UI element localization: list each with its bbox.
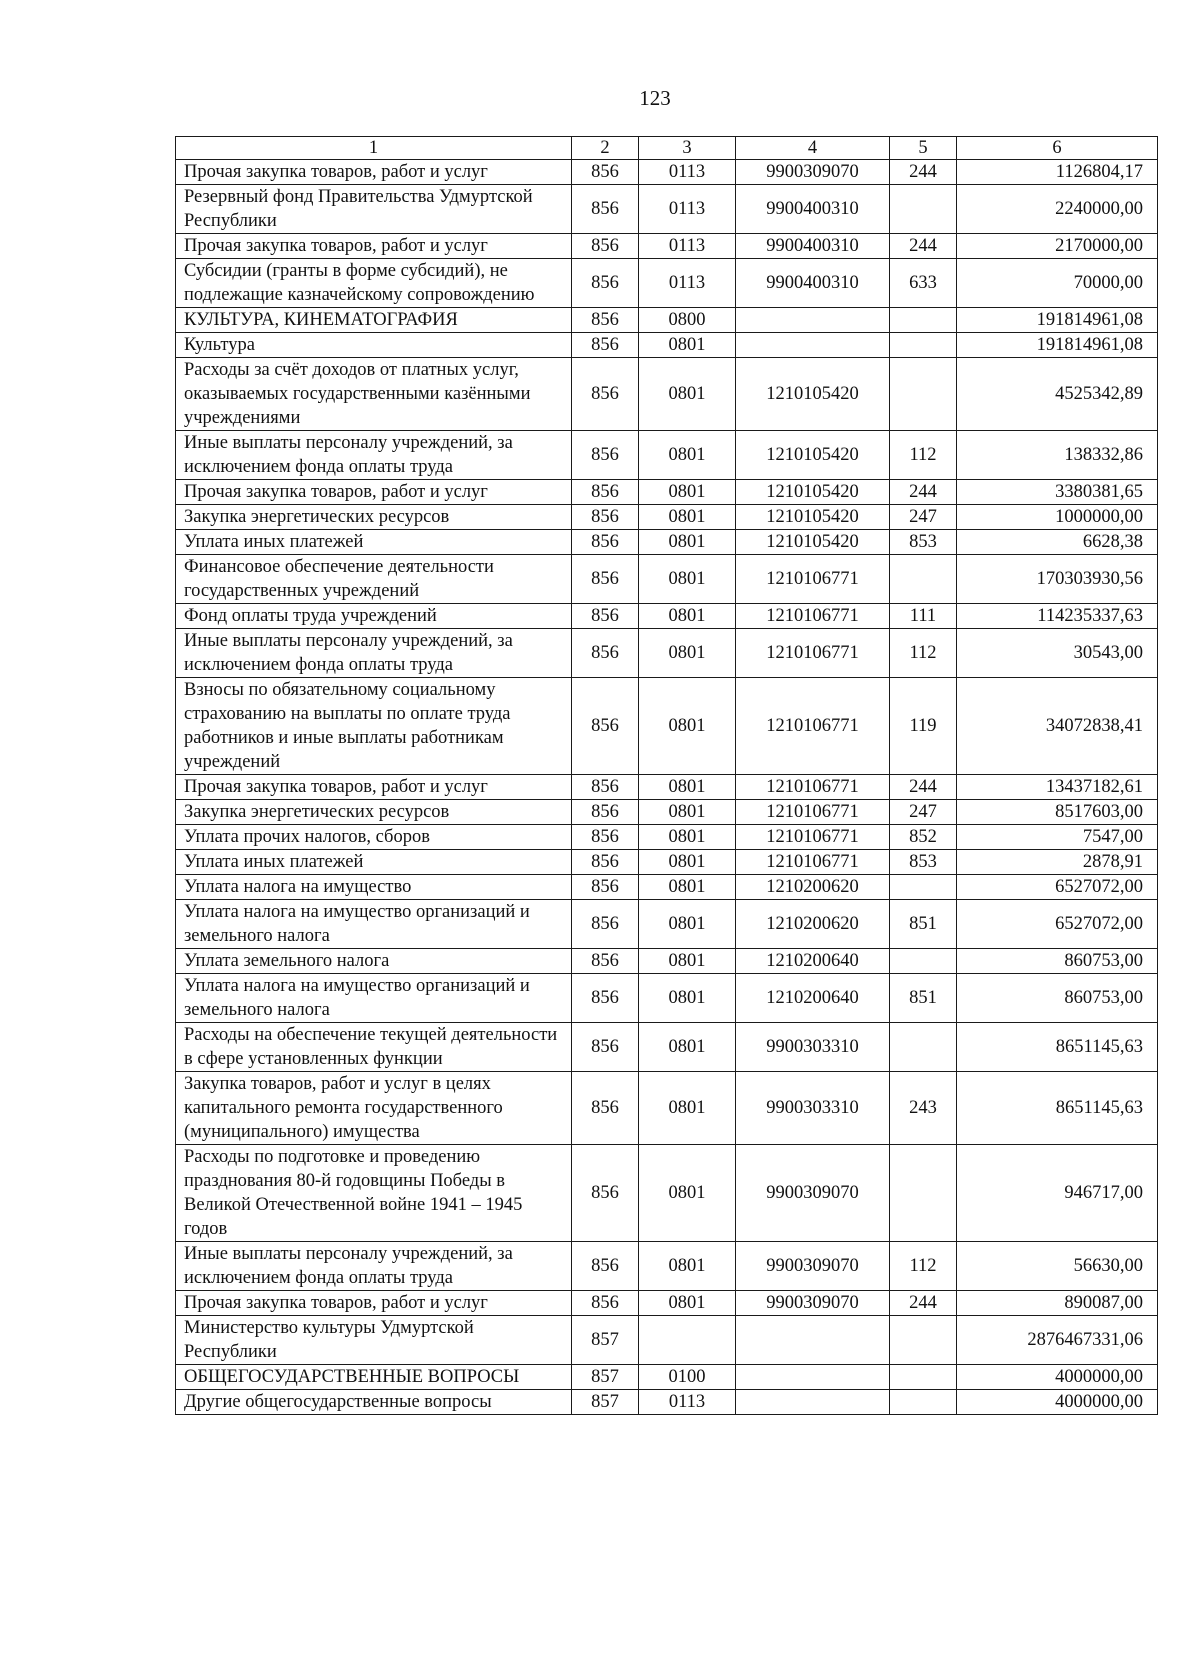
section-code-cell: 0801 — [639, 900, 736, 949]
table-row — [176, 1316, 1158, 1365]
table-row — [176, 850, 1158, 875]
table-row — [176, 1145, 1158, 1242]
expense-type-cell: 244 — [890, 480, 957, 505]
amount-cell: 946717,00 — [957, 1145, 1158, 1242]
table-row — [176, 431, 1158, 480]
expense-type-cell: 247 — [890, 800, 957, 825]
section-code-cell: 0801 — [639, 431, 736, 480]
target-article-cell: 9900309070 — [736, 1242, 890, 1291]
table-row — [176, 185, 1158, 234]
target-article-cell: 9900303310 — [736, 1072, 890, 1145]
grbs-code-cell: 856 — [572, 800, 639, 825]
section-code-cell: 0801 — [639, 775, 736, 800]
expense-type-cell — [890, 308, 957, 333]
grbs-code-cell: 856 — [572, 949, 639, 974]
expense-type-cell — [890, 1316, 957, 1365]
column-header: 6 — [957, 137, 1158, 160]
table-row — [176, 530, 1158, 555]
amount-cell: 1126804,17 — [957, 160, 1158, 185]
target-article-cell: 9900400310 — [736, 234, 890, 259]
expense-type-cell: 851 — [890, 974, 957, 1023]
expense-name-cell: Закупка энергетических ресурсов — [176, 505, 572, 530]
expense-type-cell: 112 — [890, 1242, 957, 1291]
target-article-cell: 9900400310 — [736, 185, 890, 234]
grbs-code-cell: 856 — [572, 974, 639, 1023]
expense-name-cell: Прочая закупка товаров, работ и услуг — [176, 1291, 572, 1316]
column-header: 2 — [572, 137, 639, 160]
section-code-cell: 0801 — [639, 800, 736, 825]
grbs-code-cell: 856 — [572, 1242, 639, 1291]
grbs-code-cell: 856 — [572, 1023, 639, 1072]
expense-name-cell: Другие общегосударственные вопросы — [176, 1390, 572, 1415]
column-header: 1 — [176, 137, 572, 160]
amount-cell: 170303930,56 — [957, 555, 1158, 604]
grbs-code-cell: 856 — [572, 629, 639, 678]
table-row — [176, 775, 1158, 800]
grbs-code-cell: 856 — [572, 825, 639, 850]
section-code-cell: 0801 — [639, 333, 736, 358]
target-article-cell: 1210105420 — [736, 358, 890, 431]
target-article-cell: 1210106771 — [736, 678, 890, 775]
expense-type-cell: 244 — [890, 160, 957, 185]
expense-type-cell: 244 — [890, 1291, 957, 1316]
amount-cell: 4000000,00 — [957, 1390, 1158, 1415]
amount-cell: 6527072,00 — [957, 900, 1158, 949]
target-article-cell — [736, 1390, 890, 1415]
target-article-cell: 1210105420 — [736, 431, 890, 480]
target-article-cell: 1210106771 — [736, 775, 890, 800]
expense-name-cell: Закупка товаров, работ и услуг в целях капитального ремонта государственного (муниципального) имущества — [176, 1072, 572, 1145]
amount-cell: 114235337,63 — [957, 604, 1158, 629]
target-article-cell: 1210200640 — [736, 949, 890, 974]
expense-type-cell: 111 — [890, 604, 957, 629]
expense-name-cell: Уплата земельного налога — [176, 949, 572, 974]
amount-cell: 2240000,00 — [957, 185, 1158, 234]
table-row — [176, 1242, 1158, 1291]
expense-name-cell: Культура — [176, 333, 572, 358]
amount-cell: 2876467331,06 — [957, 1316, 1158, 1365]
grbs-code-cell: 857 — [572, 1365, 639, 1390]
expense-type-cell — [890, 185, 957, 234]
section-code-cell: 0801 — [639, 358, 736, 431]
table-row — [176, 1365, 1158, 1390]
section-code-cell: 0113 — [639, 185, 736, 234]
expense-type-cell: 851 — [890, 900, 957, 949]
section-code-cell: 0801 — [639, 505, 736, 530]
table-row — [176, 1072, 1158, 1145]
amount-cell: 138332,86 — [957, 431, 1158, 480]
amount-cell: 13437182,61 — [957, 775, 1158, 800]
grbs-code-cell: 856 — [572, 505, 639, 530]
grbs-code-cell: 856 — [572, 259, 639, 308]
expense-name-cell: Резервный фонд Правительства Удмуртской Республики — [176, 185, 572, 234]
table-row — [176, 480, 1158, 505]
amount-cell: 2170000,00 — [957, 234, 1158, 259]
target-article-cell: 9900303310 — [736, 1023, 890, 1072]
budget-table — [175, 136, 1158, 1415]
expense-type-cell — [890, 333, 957, 358]
amount-cell: 191814961,08 — [957, 308, 1158, 333]
table-row — [176, 1390, 1158, 1415]
expense-name-cell: Уплата налога на имущество организаций и земельного налога — [176, 900, 572, 949]
target-article-cell: 1210106771 — [736, 555, 890, 604]
grbs-code-cell: 856 — [572, 775, 639, 800]
section-code-cell: 0113 — [639, 1390, 736, 1415]
table-row — [176, 308, 1158, 333]
section-code-cell: 0801 — [639, 974, 736, 1023]
expense-type-cell — [890, 555, 957, 604]
grbs-code-cell: 856 — [572, 850, 639, 875]
section-code-cell: 0113 — [639, 160, 736, 185]
amount-cell: 6527072,00 — [957, 875, 1158, 900]
table-row — [176, 160, 1158, 185]
expense-name-cell: КУЛЬТУРА, КИНЕМАТОГРАФИЯ — [176, 308, 572, 333]
section-code-cell: 0113 — [639, 234, 736, 259]
grbs-code-cell: 856 — [572, 234, 639, 259]
section-code-cell: 0801 — [639, 875, 736, 900]
column-header: 3 — [639, 137, 736, 160]
table-row — [176, 604, 1158, 629]
table-row — [176, 875, 1158, 900]
amount-cell: 34072838,41 — [957, 678, 1158, 775]
expense-type-cell: 244 — [890, 234, 957, 259]
expense-name-cell: Иные выплаты персоналу учреждений, за исключением фонда оплаты труда — [176, 431, 572, 480]
amount-cell: 8517603,00 — [957, 800, 1158, 825]
amount-cell: 4000000,00 — [957, 1365, 1158, 1390]
expense-type-cell — [890, 1023, 957, 1072]
column-header: 5 — [890, 137, 957, 160]
expense-type-cell — [890, 1145, 957, 1242]
expense-type-cell — [890, 358, 957, 431]
grbs-code-cell: 856 — [572, 480, 639, 505]
amount-cell: 2878,91 — [957, 850, 1158, 875]
amount-cell: 6628,38 — [957, 530, 1158, 555]
table-row — [176, 234, 1158, 259]
expense-type-cell: 243 — [890, 1072, 957, 1145]
table-row — [176, 1023, 1158, 1072]
amount-cell: 860753,00 — [957, 949, 1158, 974]
expense-name-cell: Иные выплаты персоналу учреждений, за исключением фонда оплаты труда — [176, 1242, 572, 1291]
amount-cell: 1000000,00 — [957, 505, 1158, 530]
target-article-cell: 1210106771 — [736, 604, 890, 629]
target-article-cell: 1210105420 — [736, 480, 890, 505]
amount-cell: 860753,00 — [957, 974, 1158, 1023]
grbs-code-cell: 856 — [572, 900, 639, 949]
expense-name-cell: Прочая закупка товаров, работ и услуг — [176, 160, 572, 185]
grbs-code-cell: 856 — [572, 604, 639, 629]
grbs-code-cell: 856 — [572, 530, 639, 555]
amount-cell: 8651145,63 — [957, 1072, 1158, 1145]
expense-type-cell: 119 — [890, 678, 957, 775]
grbs-code-cell: 856 — [572, 1291, 639, 1316]
target-article-cell: 1210106771 — [736, 800, 890, 825]
section-code-cell: 0801 — [639, 1145, 736, 1242]
expense-type-cell: 853 — [890, 530, 957, 555]
section-code-cell: 0100 — [639, 1365, 736, 1390]
grbs-code-cell: 856 — [572, 555, 639, 604]
expense-name-cell: Прочая закупка товаров, работ и услуг — [176, 234, 572, 259]
table-row — [176, 825, 1158, 850]
target-article-cell: 1210105420 — [736, 505, 890, 530]
expense-name-cell: Расходы по подготовке и проведению празднования 80-й годовщины Победы в Великой Отечественной войне 1941 – 1945 годов — [176, 1145, 572, 1242]
table-row — [176, 333, 1158, 358]
target-article-cell: 1210106771 — [736, 850, 890, 875]
amount-cell: 191814961,08 — [957, 333, 1158, 358]
section-code-cell — [639, 1316, 736, 1365]
amount-cell: 8651145,63 — [957, 1023, 1158, 1072]
expense-type-cell: 852 — [890, 825, 957, 850]
expense-name-cell: Финансовое обеспечение деятельности государственных учреждений — [176, 555, 572, 604]
grbs-code-cell: 856 — [572, 431, 639, 480]
expense-type-cell: 112 — [890, 629, 957, 678]
target-article-cell: 1210106771 — [736, 629, 890, 678]
expense-type-cell — [890, 875, 957, 900]
target-article-cell: 1210106771 — [736, 825, 890, 850]
expense-name-cell: Прочая закупка товаров, работ и услуг — [176, 480, 572, 505]
section-code-cell: 0801 — [639, 1291, 736, 1316]
target-article-cell: 1210200620 — [736, 875, 890, 900]
section-code-cell: 0801 — [639, 678, 736, 775]
table-row — [176, 505, 1158, 530]
table-row — [176, 358, 1158, 431]
target-article-cell: 9900400310 — [736, 259, 890, 308]
expense-name-cell: Иные выплаты персоналу учреждений, за исключением фонда оплаты труда — [176, 629, 572, 678]
expense-type-cell: 853 — [890, 850, 957, 875]
expense-name-cell: Уплата прочих налогов, сборов — [176, 825, 572, 850]
grbs-code-cell: 856 — [572, 333, 639, 358]
table-row — [176, 259, 1158, 308]
expense-name-cell: Министерство культуры Удмуртской Республики — [176, 1316, 572, 1365]
target-article-cell: 1210200640 — [736, 974, 890, 1023]
expense-type-cell — [890, 1390, 957, 1415]
amount-cell: 70000,00 — [957, 259, 1158, 308]
grbs-code-cell: 856 — [572, 1145, 639, 1242]
section-code-cell: 0801 — [639, 530, 736, 555]
page-number: 123 — [639, 86, 671, 110]
column-header: 4 — [736, 137, 890, 160]
expense-type-cell: 633 — [890, 259, 957, 308]
grbs-code-cell: 856 — [572, 875, 639, 900]
section-code-cell: 0801 — [639, 555, 736, 604]
amount-cell: 30543,00 — [957, 629, 1158, 678]
expense-name-cell: Субсидии (гранты в форме субсидий), не подлежащие казначейскому сопровождению — [176, 259, 572, 308]
target-article-cell: 9900309070 — [736, 1145, 890, 1242]
expense-name-cell: Закупка энергетических ресурсов — [176, 800, 572, 825]
expense-name-cell: Уплата налога на имущество организаций и земельного налога — [176, 974, 572, 1023]
amount-cell: 3380381,65 — [957, 480, 1158, 505]
grbs-code-cell: 856 — [572, 1072, 639, 1145]
grbs-code-cell: 856 — [572, 185, 639, 234]
grbs-code-cell: 856 — [572, 308, 639, 333]
amount-cell: 890087,00 — [957, 1291, 1158, 1316]
expense-name-cell: Расходы на обеспечение текущей деятельности в сфере установленных функции — [176, 1023, 572, 1072]
grbs-code-cell: 856 — [572, 678, 639, 775]
section-code-cell: 0801 — [639, 480, 736, 505]
expense-name-cell: Уплата налога на имущество — [176, 875, 572, 900]
expense-type-cell: 244 — [890, 775, 957, 800]
table-row — [176, 1291, 1158, 1316]
section-code-cell: 0801 — [639, 949, 736, 974]
table-row — [176, 629, 1158, 678]
expense-type-cell — [890, 1365, 957, 1390]
expense-name-cell: Уплата иных платежей — [176, 530, 572, 555]
expense-name-cell: Взносы по обязательному социальному страхованию на выплаты по оплате труда работников и иные выплаты работникам учреждений — [176, 678, 572, 775]
column-number-header-row — [176, 137, 1158, 160]
section-code-cell: 0801 — [639, 629, 736, 678]
section-code-cell: 0801 — [639, 1242, 736, 1291]
grbs-code-cell: 856 — [572, 358, 639, 431]
section-code-cell: 0113 — [639, 259, 736, 308]
target-article-cell — [736, 333, 890, 358]
table-row — [176, 974, 1158, 1023]
expense-type-cell — [890, 949, 957, 974]
target-article-cell: 9900309070 — [736, 1291, 890, 1316]
section-code-cell: 0800 — [639, 308, 736, 333]
amount-cell: 7547,00 — [957, 825, 1158, 850]
table-row — [176, 949, 1158, 974]
grbs-code-cell: 856 — [572, 160, 639, 185]
expense-type-cell: 247 — [890, 505, 957, 530]
target-article-cell: 1210105420 — [736, 530, 890, 555]
section-code-cell: 0801 — [639, 604, 736, 629]
table-row — [176, 678, 1158, 775]
table-row — [176, 800, 1158, 825]
expense-name-cell: Уплата иных платежей — [176, 850, 572, 875]
expense-type-cell: 112 — [890, 431, 957, 480]
target-article-cell — [736, 308, 890, 333]
expense-name-cell: Прочая закупка товаров, работ и услуг — [176, 775, 572, 800]
target-article-cell — [736, 1316, 890, 1365]
section-code-cell: 0801 — [639, 825, 736, 850]
expense-name-cell: Фонд оплаты труда учреждений — [176, 604, 572, 629]
amount-cell: 56630,00 — [957, 1242, 1158, 1291]
section-code-cell: 0801 — [639, 1023, 736, 1072]
target-article-cell: 1210200620 — [736, 900, 890, 949]
target-article-cell: 9900309070 — [736, 160, 890, 185]
table-row — [176, 900, 1158, 949]
grbs-code-cell: 857 — [572, 1390, 639, 1415]
grbs-code-cell: 857 — [572, 1316, 639, 1365]
target-article-cell — [736, 1365, 890, 1390]
amount-cell: 4525342,89 — [957, 358, 1158, 431]
table-row — [176, 555, 1158, 604]
section-code-cell: 0801 — [639, 850, 736, 875]
section-code-cell: 0801 — [639, 1072, 736, 1145]
expense-name-cell: ОБЩЕГОСУДАРСТВЕННЫЕ ВОПРОСЫ — [176, 1365, 572, 1390]
expense-name-cell: Расходы за счёт доходов от платных услуг, оказываемых государственными казёнными учреждениями — [176, 358, 572, 431]
